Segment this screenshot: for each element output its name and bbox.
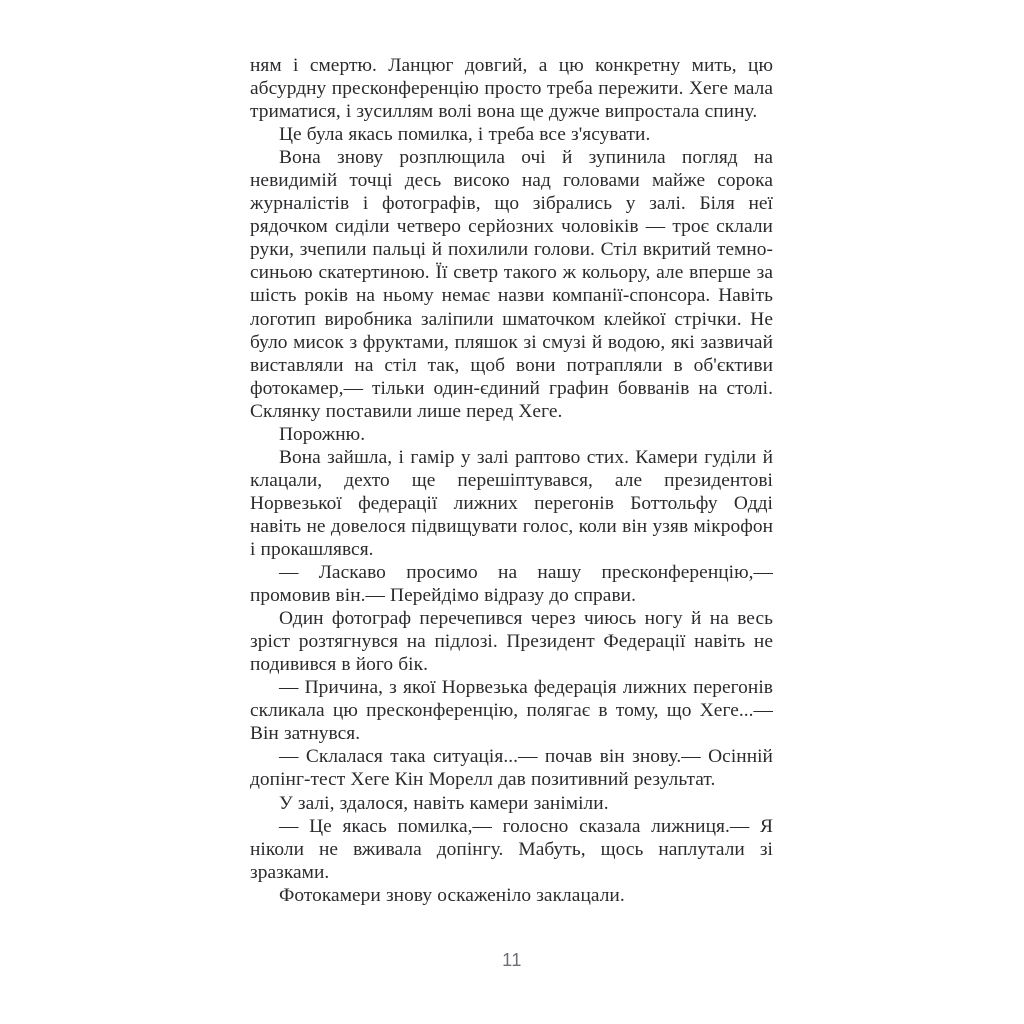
paragraph: — Причина, з якої Норвезька федерація лижних перегонів скликала цю пресконференцію, полягає в тому, що Хеге...— Він затнувся. [250,677,773,745]
page-text-block [250,54,773,907]
paragraph: Порожню. [279,423,366,445]
paragraph: Це була якась помилка, і треба все з'ясувати. [279,124,651,146]
paragraph: Вона зайшла, і гамір у залі раптово стих. Камери гуділи й клацали, дехто ще перешіптувався, але президентові Норвезької федерації лижних перегонів Боттольфу Одді навіть не довелося підвищувати голос, коли він узяв мікрофон і прокашлявся. [250,446,773,560]
paragraph: — Склалася така ситуація...— почав він знову.— Осінній допінг-тест Хеге Кін Морелл дав позитивний результат. [250,746,773,791]
page-number: 11 [502,950,522,970]
paragraph: Фотокамери знову оскаженіло заклацали. [279,884,625,906]
paragraph: Один фотограф перечепився через чиюсь ногу й на весь зріст розтягнувся на підлозі. Президент Федерації навіть не подивився в його бік. [250,608,773,676]
paragraph: ням і смертю. Ланцюг довгий, а цю конкретну мить, цю абсурдну пресконференцію просто треба пережити. Хеге мала триматися, і зусиллям волі вона ще дужче випростала спину. [250,55,773,123]
paragraph: У залі, здалося, навіть камери заніміли. [279,792,609,814]
paragraph: Вона знову розплющила очі й зупинила погляд на невидимій точці десь високо над головами майже сорока журналістів і фотографів, що зібрались у залі. Біля неї рядочком сиділи четверо серйозних чоловіків — троє склали руки, зчепили пальці й похилили голови. Стіл вкритий темно-синьою скатертиною. Її светр такого ж кольору, але вперше за шість років на ньому немає назви компанії-спонсора. Навіть логотип виробника заліпили шматочком клейкої стрічки. Не було мисок з фруктами, пляшок зі смузі й водою, які зазвичай виставляли на стіл так, щоб вони потрапляли в об'єктиви фотокамер,— тільки один-єдиний графин бовванів на столі. Склянку поставили лише перед Хеге. [250,147,773,422]
paragraph: — Це якась помилка,— голосно сказала лижниця.— Я ніколи не вживала допінгу. Мабуть, щось наплутали зі зразками. [250,815,773,883]
paragraph: — Ласкаво просимо на нашу пресконференцію,— промовив він.— Перейдімо відразу до справи. [250,562,773,607]
